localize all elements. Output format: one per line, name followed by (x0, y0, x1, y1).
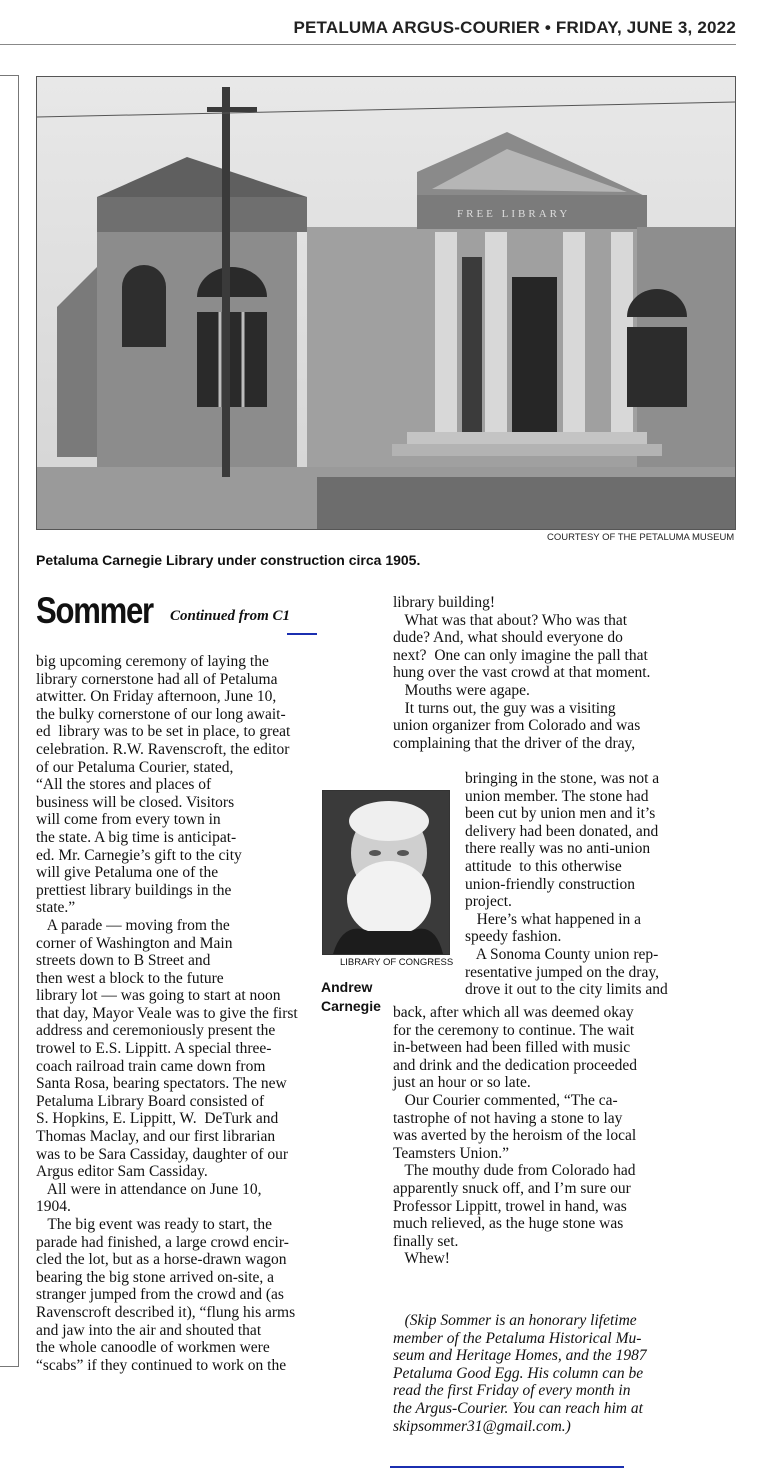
col1-line: A parade — moving from the (36, 916, 230, 934)
col1-line: parade had finished, a large crowd encir- (36, 1233, 289, 1251)
col1-line: Santa Rosa, bearing spectators. The new (36, 1075, 287, 1093)
col2b-line: union-friendly construction (465, 875, 636, 893)
portrait-caption (321, 978, 381, 1016)
col2c-line: in-between had been filled with music (393, 1039, 631, 1057)
col1-line: library lot — was going to start at noon (36, 987, 281, 1005)
col2a-line: union organizer from Colorado and was (393, 717, 641, 735)
col2b-line: been cut by union men and it’s (465, 805, 656, 823)
col2a-line: dude? And, what should everyone do (393, 629, 623, 647)
bio-line: the Argus-Courier. You can reach him at (393, 1399, 643, 1417)
col1-line: corner of Washington and Main (36, 934, 233, 952)
col2c-line: finally set. (393, 1232, 459, 1250)
col1-line: Ravenscroft described it), “flung his arms (36, 1303, 296, 1321)
col1-line: bearing the big stone arrived on-site, a (36, 1268, 275, 1286)
col2c-line: for the ceremony to continue. The wait (393, 1021, 635, 1039)
col2b-line: speedy fashion. (465, 928, 562, 946)
col1-line: Thomas Maclay, and our first librarian (36, 1128, 276, 1146)
col2c-line: apparently snuck off, and I’m sure our (393, 1179, 631, 1197)
col2b-line: resentative jumped on the dray, (465, 963, 659, 981)
col2a-line: next? One can only imagine the pall that (393, 646, 648, 664)
col2a-line: What was that about? Who was that (393, 611, 628, 629)
col2b-line: there really was no anti-union (465, 840, 651, 858)
col1-line: streets down to B Street and (36, 952, 211, 970)
col2c-line: tastrophe of not having a stone to lay (393, 1109, 623, 1127)
photo-credit: COURTESY OF THE PETALUMA MUSEUM (547, 532, 735, 543)
col2c-line: just an hour or so late. (393, 1074, 531, 1092)
col2c-line: was averted by the heroism of the local (393, 1127, 637, 1145)
library-photo (36, 76, 736, 530)
col1-line: celebration. R.W. Ravenscroft, the editor (36, 740, 290, 758)
email-link-underline (390, 1466, 624, 1468)
page-link-underline (287, 633, 317, 635)
col2a-line: complaining that the driver of the dray, (393, 734, 636, 752)
col2b-line: drove it out to the city limits and (465, 981, 668, 999)
col2a-line: Mouths were agape. (393, 681, 530, 699)
portrait-name-line-1: Andrew (321, 979, 373, 995)
col1-line: business will be closed. Visitors (36, 793, 235, 811)
photo-caption: Petaluma Carnegie Library under construction circa 1905. (36, 552, 421, 568)
col1-line: stranger jumped from the crowd and (as (36, 1286, 284, 1304)
adjacent-column-frame (0, 75, 19, 1367)
continued-from (170, 608, 290, 625)
col1-line: the state. A big time is anticipat- (36, 828, 237, 846)
bio-line: member of the Petaluma Historical Mu- (393, 1329, 642, 1347)
col2b-line: union member. The stone had (465, 787, 649, 805)
col2c-line: Teamsters Union.” (393, 1144, 509, 1162)
col2b-line: A Sonoma County union rep- (465, 945, 659, 963)
page-header: PETALUMA ARGUS-COURIER • FRIDAY, JUNE 3, 2022 (293, 18, 736, 37)
col2a-line: library building! (393, 594, 496, 611)
bio-line: read the first Friday of every month in (393, 1382, 631, 1400)
portrait-name-line-2: Carnegie (321, 998, 381, 1014)
col2b-line: delivery had been donated, and (465, 822, 659, 840)
article-column-1 (36, 653, 298, 1374)
col1-line: that day, Mayor Veale was to give the first (36, 1004, 298, 1022)
col1-line: ed library was to be set in place, to great (36, 723, 291, 741)
col2c-line: Our Courier commented, “The ca- (393, 1091, 618, 1109)
col1-line: big upcoming ceremony of laying the (36, 653, 269, 670)
bio-line: Petaluma Good Egg. His column can be (393, 1364, 644, 1382)
bio-line: seum and Heritage Homes, and the 1987 (393, 1347, 647, 1365)
col1-line: “scabs” if they continued to work on the (36, 1356, 287, 1374)
col1-line: address and ceremoniously present the (36, 1022, 276, 1040)
col2c-line: much relieved, as the huge stone was (393, 1215, 624, 1233)
col1-line: cled the lot, but as a horse-drawn wagon (36, 1251, 287, 1269)
col1-line: then west a block to the future (36, 969, 224, 987)
portrait-credit: LIBRARY OF CONGRESS (340, 957, 454, 968)
col1-line: Argus editor Sam Cassiday. (36, 1163, 208, 1181)
col1-line: state.” (36, 899, 76, 917)
col2c-line: The mouthy dude from Colorado had (393, 1162, 636, 1180)
library-building-illustration (37, 77, 735, 529)
col1-line: prettiest library buildings in the (36, 881, 232, 899)
col1-line: All were in attendance on June 10, (36, 1180, 262, 1198)
col1-line: ed. Mr. Carnegie’s gift to the city (36, 846, 242, 864)
col1-line: will give Petaluma one of the (36, 864, 219, 882)
col1-line: of our Petaluma Courier, stated, (36, 758, 234, 776)
col1-line: library cornerstone had all of Petaluma (36, 670, 278, 688)
page-link-c1[interactable]: C1 (272, 608, 291, 624)
svg-text:FREE LIBRARY: FREE LIBRARY (457, 208, 571, 220)
col2c-line: Professor Lippitt, trowel in hand, was (393, 1197, 627, 1215)
col2b-line: bringing in the stone, was not a (465, 770, 660, 787)
col1-line: The big event was ready to start, the (36, 1216, 273, 1233)
col1-line: atwitter. On Friday afternoon, June 10, (36, 688, 277, 706)
col2a-line: hung over the vast crowd at that moment. (393, 664, 651, 682)
col1-line: the whole canoodle of workmen were (36, 1339, 270, 1357)
col2b-line: Here’s what happened in a (465, 910, 642, 928)
article-column-2-wrap (465, 770, 668, 999)
col2c-line: and drink and the dedication proceeded (393, 1056, 638, 1074)
header-rule (0, 44, 736, 45)
col1-line: and jaw into the air and shouted that (36, 1321, 262, 1339)
col2a-line: It turns out, the guy was a visiting (393, 699, 616, 717)
col1-line: trowel to E.S. Lippitt. A special three- (36, 1040, 272, 1058)
col2c-line: Whew! (393, 1250, 450, 1268)
col2c-line: back, after which all was deemed okay (393, 1004, 634, 1021)
author-email-link[interactable]: skipsommer31@gmail.com.) (393, 1417, 571, 1435)
col1-line: “All the stores and places of (36, 776, 212, 794)
col1-line: S. Hopkins, E. Lippitt, W. DeTurk and (36, 1110, 279, 1128)
bio-line: (Skip Sommer is an honorary lifetime (393, 1312, 637, 1329)
columnist-name: Sommer (36, 590, 153, 631)
continued-label: Continued from (170, 608, 273, 624)
article-column-2-top (393, 594, 650, 752)
carnegie-portrait (322, 790, 450, 955)
carnegie-portrait-illustration (323, 791, 449, 954)
col1-line: 1904. (36, 1198, 71, 1216)
author-bio (393, 1312, 647, 1435)
article-column-2-bottom (393, 1004, 637, 1268)
col1-line: was to be Sara Cassiday, daughter of our (36, 1145, 289, 1163)
col2b-line: attitude to this otherwise (465, 857, 622, 875)
col2b-line: project. (465, 893, 512, 911)
col1-line: coach railroad train came down from (36, 1057, 266, 1075)
col1-line: the bulky cornerstone of our long await- (36, 705, 286, 723)
col1-line: will come from every town in (36, 811, 221, 829)
col1-line: Petaluma Library Board consisted of (36, 1092, 265, 1110)
